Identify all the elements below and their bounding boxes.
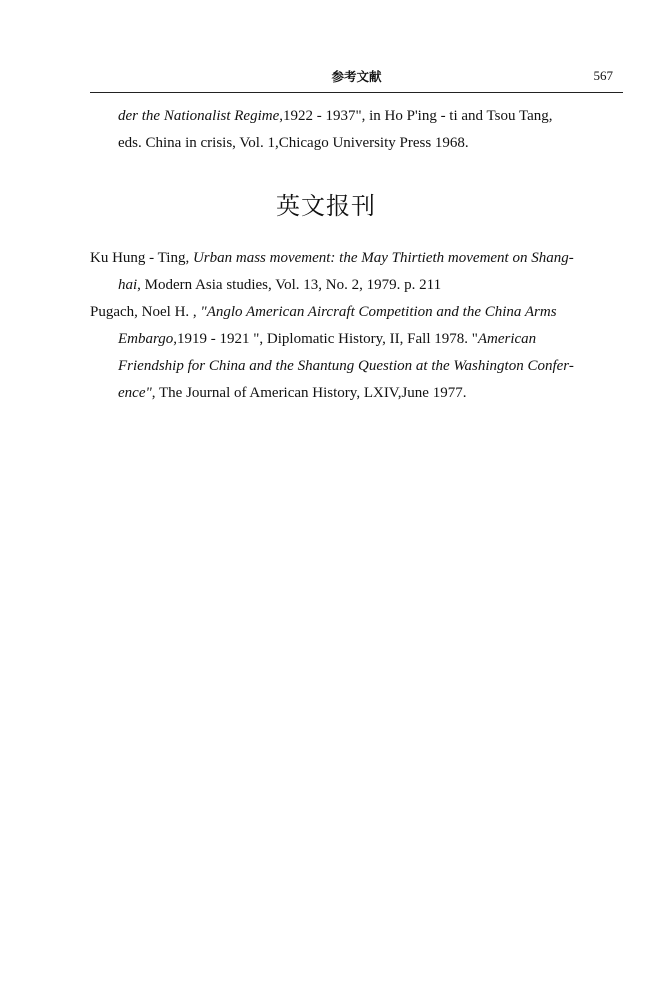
reference-line bbox=[90, 272, 623, 299]
page-number: 567 bbox=[593, 68, 613, 83]
citation-text: , The Journal of American History, LXIV,June 1977. bbox=[151, 385, 467, 401]
reference-line bbox=[90, 245, 623, 272]
title-italic: Urban mass movement: the May Thirtieth movement on Shang- bbox=[192, 250, 574, 266]
author: Ku Hung - Ting, bbox=[90, 250, 193, 266]
author: Pugach, Noel H. , bbox=[90, 304, 201, 320]
reference-entry bbox=[90, 299, 623, 407]
title-italic: hai bbox=[118, 277, 138, 293]
title-italic: der the Nationalist Regime bbox=[118, 108, 280, 124]
header-title: 参考文献 bbox=[331, 69, 382, 84]
title-italic: ence" bbox=[118, 385, 152, 401]
citation-text: eds. China in crisis, Vol. 1,Chicago University Press 1968. bbox=[118, 135, 469, 151]
citation-text: ,1922 - 1937", in Ho P'ing - ti and Tsou Tang, bbox=[279, 108, 553, 124]
reference-line bbox=[90, 103, 623, 130]
section-title: 英文报刊 bbox=[276, 192, 376, 220]
citation-text: ,1919 - 1921 ", Diplomatic History, II, Fall 1978. " bbox=[173, 331, 478, 347]
reference-line bbox=[90, 299, 623, 326]
running-header bbox=[90, 62, 623, 93]
title-italic: Embargo bbox=[118, 331, 174, 347]
title-italic: Friendship for China and the Shantung Question at the Washington Confer- bbox=[118, 358, 574, 374]
title-italic: "Anglo American Aircraft Competition and the China Arms bbox=[200, 304, 557, 320]
carryover-reference bbox=[90, 103, 623, 157]
reference-line bbox=[90, 353, 623, 380]
citation-text: , Modern Asia studies, Vol. 13, No. 2, 1979. p. 211 bbox=[137, 277, 442, 293]
reference-line bbox=[90, 380, 623, 407]
reference-entry bbox=[90, 245, 623, 299]
title-italic: American bbox=[477, 331, 537, 347]
reference-line bbox=[90, 326, 623, 353]
